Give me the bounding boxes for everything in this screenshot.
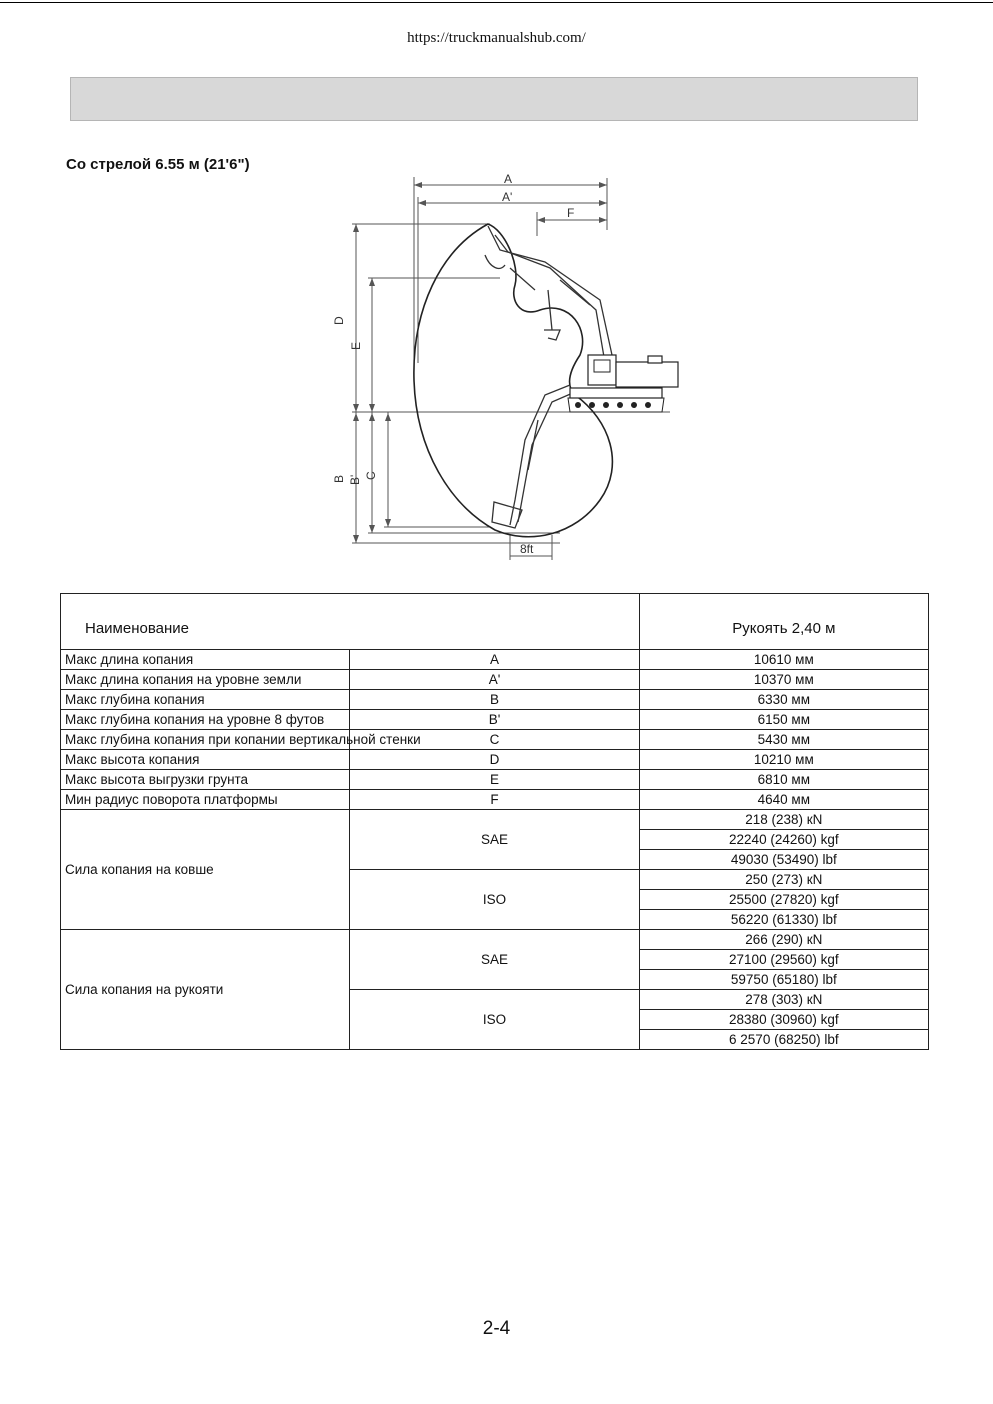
row-code: A — [350, 650, 639, 670]
row-value: 25500 (27820) kgf — [639, 890, 928, 910]
table-row — [61, 750, 929, 770]
table-row — [61, 670, 929, 690]
row-name: Макс глубина копания на уровне 8 футов — [61, 710, 350, 730]
row-value: 28380 (30960) kgf — [639, 1010, 928, 1030]
excavator-working-range-diagram — [330, 172, 710, 564]
row-name: Мин радиус поворота платформы — [61, 790, 350, 810]
table-row — [61, 650, 929, 670]
row-value: 266 (290) кN — [639, 930, 928, 950]
label-E: E — [349, 341, 363, 350]
label-D: D — [332, 316, 346, 325]
label-A-prime: A' — [502, 190, 513, 204]
label-C: C — [364, 471, 378, 480]
header-name: Наименование — [61, 594, 640, 650]
row-name: Макс высота копания — [61, 750, 350, 770]
row-name: Макс глубина копания при копании вертикальной стенки — [61, 730, 350, 750]
table-row — [61, 810, 929, 830]
header-url[interactable]: https://truckmanualshub.com/ — [407, 30, 586, 46]
section-header-bar — [70, 77, 918, 121]
row-name: Макс длина копания — [61, 650, 350, 670]
row-value: 218 (238) кN — [639, 810, 928, 830]
arm-sae-label: SAE — [350, 930, 639, 990]
row-value: 6330 мм — [639, 690, 928, 710]
label-F: F — [567, 206, 575, 220]
row-value: 6150 мм — [639, 710, 928, 730]
row-value: 6 2570 (68250) lbf — [639, 1030, 928, 1050]
top-border-line — [0, 2, 993, 3]
label-A: A — [504, 172, 513, 186]
page-number: 2-4 — [482, 1318, 511, 1339]
row-code: D — [350, 750, 639, 770]
row-code: A' — [350, 670, 639, 690]
section-subtitle: Со стрелой 6.55 м (21'6") — [66, 156, 250, 173]
table-row — [61, 710, 929, 730]
row-value: 10610 мм — [639, 650, 928, 670]
row-value: 59750 (65180) lbf — [639, 970, 928, 990]
row-code: F — [350, 790, 639, 810]
row-value: 4640 мм — [639, 790, 928, 810]
table-row — [61, 770, 929, 790]
label-B-prime: B' — [348, 474, 362, 485]
bucket-sae-label: SAE — [350, 810, 639, 870]
header-value: Рукоять 2,40 м — [639, 594, 928, 650]
table-row — [61, 730, 929, 750]
table-header-row — [61, 594, 929, 650]
spec-table — [60, 593, 929, 1050]
row-value: 250 (273) кN — [639, 870, 928, 890]
row-value: 10210 мм — [639, 750, 928, 770]
row-name: Макс высота выгрузки грунта — [61, 770, 350, 790]
row-value: 5430 мм — [639, 730, 928, 750]
bucket-iso-label: ISO — [350, 870, 639, 930]
row-code: C — [350, 730, 639, 750]
row-code: E — [350, 770, 639, 790]
label-B: B — [332, 474, 346, 483]
row-value: 27100 (29560) kgf — [639, 950, 928, 970]
label-8ft: 8ft — [520, 542, 534, 556]
row-value: 49030 (53490) lbf — [639, 850, 928, 870]
row-value: 278 (303) кN — [639, 990, 928, 1010]
table-row — [61, 930, 929, 950]
row-code: B' — [350, 710, 639, 730]
table-row — [61, 790, 929, 810]
bucket-force-name: Сила копания на ковше — [61, 810, 350, 930]
row-code: B — [350, 690, 639, 710]
arm-force-name: Сила копания на рукояти — [61, 930, 350, 1050]
table-row — [61, 690, 929, 710]
arm-iso-label: ISO — [350, 990, 639, 1050]
row-value: 6810 мм — [639, 770, 928, 790]
row-value: 56220 (61330) lbf — [639, 910, 928, 930]
row-value: 22240 (24260) kgf — [639, 830, 928, 850]
row-value: 10370 мм — [639, 670, 928, 690]
row-name: Макс глубина копания — [61, 690, 350, 710]
row-name: Макс длина копания на уровне земли — [61, 670, 350, 690]
